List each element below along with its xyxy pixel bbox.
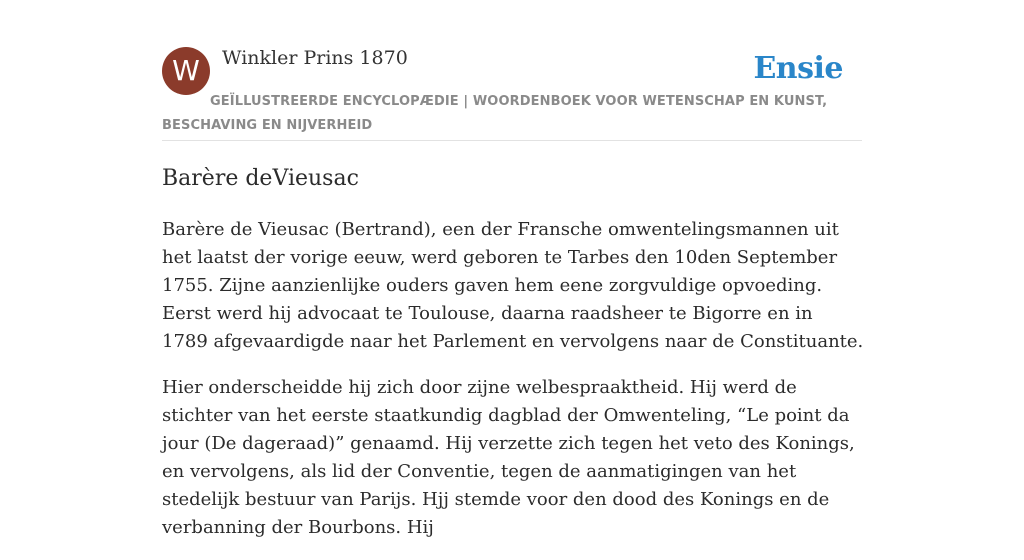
article-paragraph: Hier onderscheidde hij zich door zijne welbespraaktheid. Hij werd de stichter van het eerste staatkundig dagblad der Omwenteling, “Le point da jour (De dageraad)” genaamd. Hij verzette zich tegen het veto des Konings, en vervolgens, als lid der Conventie, tegen de aanmatigingen van het stedelijk bestuur van Parijs. Hjj stemde voor den dood des Konings en de verbanning der Bourbons. Hij <box>162 377 855 538</box>
avatar[interactable]: W <box>162 47 210 95</box>
brand-logo[interactable]: Ensie <box>753 51 843 86</box>
source-title-link[interactable]: Winkler Prins 1870 <box>222 47 408 69</box>
article-title: Barère deVieusac <box>162 166 359 191</box>
source-header <box>162 46 862 141</box>
article-body <box>162 216 864 560</box>
article-paragraph: Barère de Vieusac (Bertrand), een der Fransche omwentelingsmannen uit het laatst der vorige eeuw, werd geboren te Tarbes den 10den September 1755. Zijne aanzienlijke ouders gaven hem eene zorgvuldige opvoeding. Eerst werd hij advocaat te Toulouse, daarna raadsheer te Bigorre en in 1789 afgevaardigde naar het Parlement en vervolgens naar de Constituante. <box>162 219 864 352</box>
source-subtitle: GEÏLLUSTREERDE ENCYCLOPÆDIE | WOORDENBOEK VOOR WETENSCHAP EN KUNST, BESCHAVING EN NIJVERHEID <box>162 94 828 133</box>
